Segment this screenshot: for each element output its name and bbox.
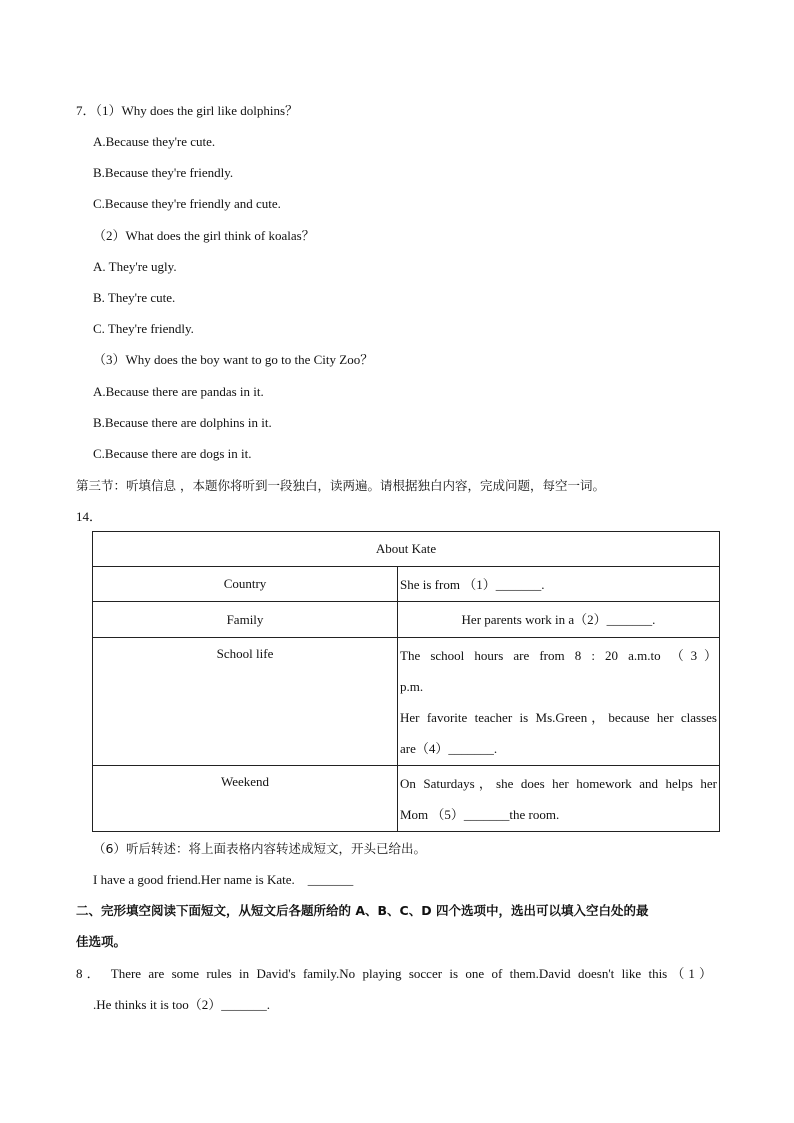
row-content-family: Her parents work in a（2）_______.: [398, 602, 720, 638]
q7-2-option-c: C. They're friendly.: [93, 321, 194, 336]
row-label-weekend: Weekend: [93, 766, 398, 832]
weekend-line-2: Mom （5）_______the room.: [400, 806, 560, 822]
retell-start: I have a good friend.Her name is Kate. _______: [93, 872, 354, 887]
about-kate-table: [92, 531, 720, 832]
row-content-weekend: [398, 766, 720, 832]
weekend-line-1: On Saturdays，she does her homework and helps her: [400, 775, 717, 791]
part2-instruction-line-2: 佳选项。: [76, 934, 127, 949]
table-row: [93, 532, 720, 567]
table-title: About Kate: [93, 532, 720, 567]
row-content-school-life: [398, 638, 720, 766]
q7-2-option-a: A. They're ugly.: [93, 259, 177, 274]
q8-line-1: 8． There are some rules in David's family.No playing soccer is one of them.David doesn't like this（1）: [76, 966, 712, 981]
q7-3-option-a: A.Because there are pandas in it.: [93, 384, 264, 399]
row-label-country: Country: [93, 567, 398, 602]
section3-instruction: 第三节：听填信息 ，本题你将听到一段独白，读两遍。请根据独白内容，完成问题，每空一词。: [76, 478, 605, 493]
q8-line-2: .He thinks it is too（2）_______.: [93, 997, 270, 1012]
row-content-country: She is from （1）_______.: [398, 567, 720, 602]
school-life-line-2: p.m.: [400, 678, 424, 694]
q7-stem-2: （2）What does the girl think of koalas？: [93, 228, 315, 243]
q7-stem-3: （3）Why does the boy want to go to the City Zoo？: [93, 352, 374, 367]
table-row: [93, 602, 720, 638]
table-row: [93, 567, 720, 602]
q7-stem-1: 7．（1）Why does the girl like dolphins？: [76, 103, 299, 118]
row-label-school-life: School life: [93, 638, 398, 766]
q7-1-option-c: C.Because they're friendly and cute.: [93, 196, 281, 211]
part2-instruction-line-1: 二、完形填空阅读下面短文，从短文后各题所给的 A、B、C、D 四个选项中，选出可以填入空白处的最: [76, 903, 649, 918]
school-life-line-3: Her favorite teacher is Ms.Green，because her classes: [400, 709, 717, 725]
row-label-family: Family: [93, 602, 398, 638]
school-life-line-1: The school hours are from 8 : 20 a.m.to （3）: [400, 647, 717, 663]
q14-number: 14．: [76, 509, 103, 524]
q7-2-option-b: B. They're cute.: [93, 290, 176, 305]
q7-1-option-b: B.Because they're friendly.: [93, 165, 234, 180]
q7-1-option-a: A.Because they're cute.: [93, 134, 216, 149]
q7-3-option-b: B.Because there are dolphins in it.: [93, 415, 272, 430]
q7-3-option-c: C.Because there are dogs in it.: [93, 446, 252, 461]
table-row: [93, 766, 720, 832]
retell-instruction: （6）听后转述：将上面表格内容转述成短文，开头已给出。: [93, 841, 426, 856]
table-row: [93, 638, 720, 766]
school-life-line-4: are（4）_______.: [400, 740, 498, 756]
